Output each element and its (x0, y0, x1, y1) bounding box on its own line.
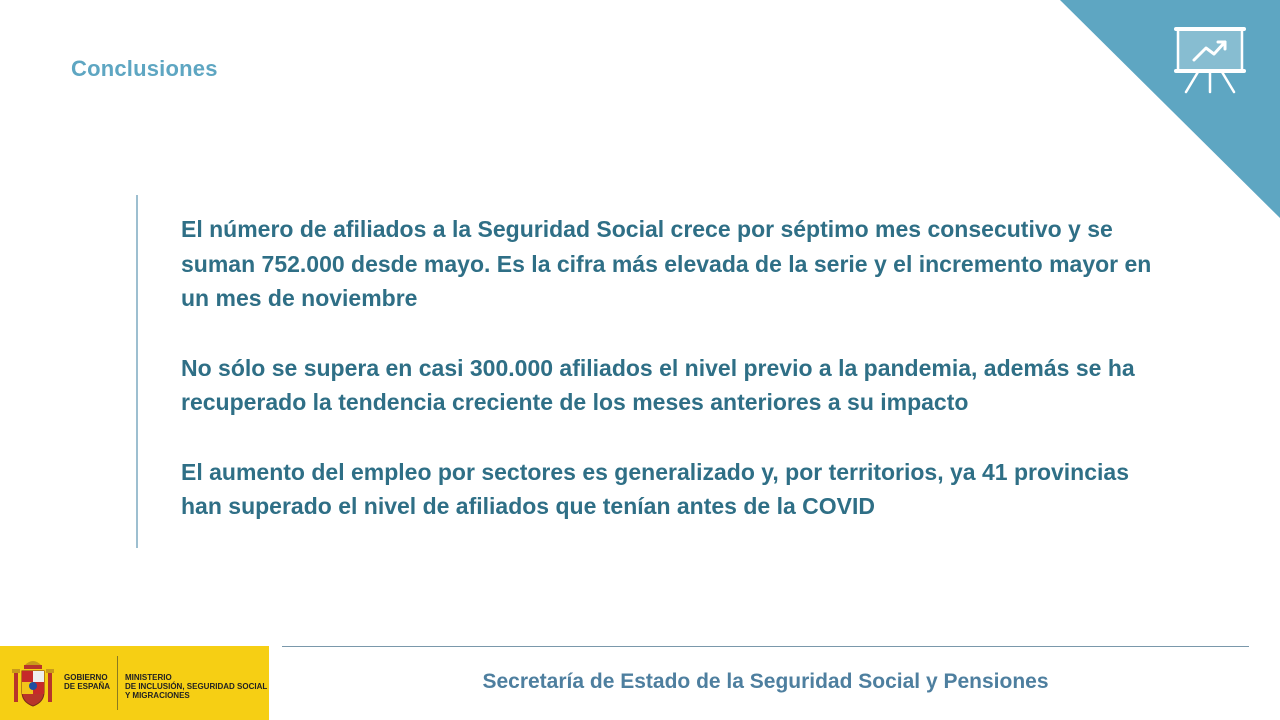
corner-decoration (1060, 0, 1280, 218)
conclusion-paragraph-2: No sólo se supera en casi 300.000 afiliados el nivel previo a la pandemia, además se ha recuperado la tendencia creciente de los meses anteriores a su impacto (181, 354, 1135, 415)
conclusion-paragraph-3: El aumento del empleo por sectores es generalizado y, por territorios, ya 41 provincias han superado el nivel de afiliados que tenían antes de la COVID (181, 458, 1129, 519)
conclusions-list (181, 212, 1171, 559)
footer-title: Secretaría de Estado de la Seguridad Social y Pensiones (482, 670, 1049, 693)
footer-divider (282, 646, 1249, 647)
logo-separator (117, 656, 118, 710)
coat-of-arms-icon (10, 656, 56, 712)
ministerio-text: MINISTERIO DE INCLUSIÓN, SEGURIDAD SOCIAL Y MIGRACIONES (125, 673, 268, 700)
slide-title: Conclusiones (71, 56, 218, 81)
ministry-logo (0, 646, 269, 720)
conclusion-paragraph-1: El número de afiliados a la Seguridad Social crece por séptimo mes consecutivo y se suman 752.000 desde mayo. Es la cifra más elevada de la serie y el incremento mayor en un mes de noviembre (181, 216, 1152, 311)
vertical-divider (136, 195, 138, 548)
gobierno-text: GOBIERNO DE ESPAÑA (64, 673, 111, 691)
